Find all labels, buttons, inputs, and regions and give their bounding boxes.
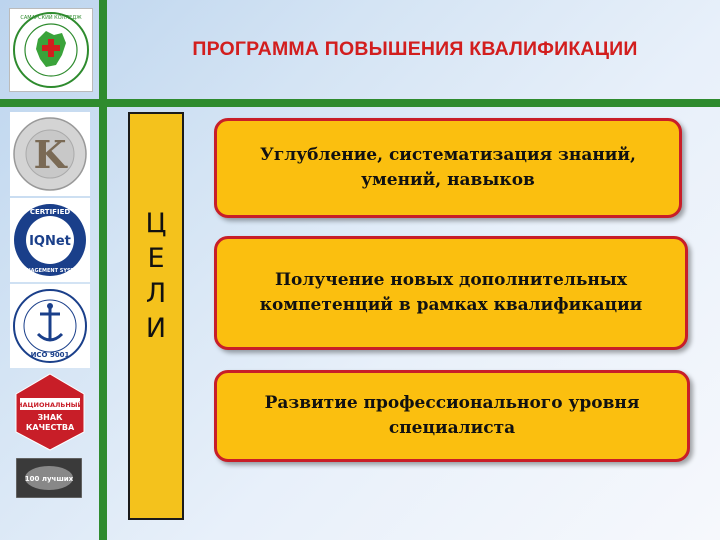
- svg-text:CERTIFIED: CERTIFIED: [29, 208, 71, 216]
- goal-text: Получение новых дополнительных компетенций в рамках квалификации: [259, 269, 643, 315]
- goals-letter: И: [145, 313, 167, 344]
- best-100-logo: [16, 458, 82, 498]
- goal-box: [214, 370, 690, 462]
- svg-text:MANAGEMENT SYSTEM: MANAGEMENT SYSTEM: [17, 268, 83, 274]
- svg-text:НАЦИОНАЛЬНЫЙ: НАЦИОНАЛЬНЫЙ: [17, 401, 83, 409]
- svg-text:100 лучших: 100 лучших: [24, 475, 74, 483]
- iso-9001-logo: [10, 284, 90, 368]
- green-vertical-divider: [99, 0, 107, 540]
- svg-text:K: K: [33, 132, 67, 177]
- college-logo: [9, 8, 93, 92]
- goal-box: [214, 236, 688, 350]
- college-seal-icon: [10, 9, 92, 91]
- goals-letter: Л: [145, 278, 167, 309]
- svg-text:IQNet: IQNet: [29, 234, 71, 249]
- svg-text:КАЧЕСТВА: КАЧЕСТВА: [25, 423, 75, 432]
- goals-letter: Е: [147, 243, 165, 274]
- national-quality-mark-logo: [14, 372, 86, 452]
- goal-text: Углубление, систематизация знаний, умений, навыков: [260, 144, 636, 190]
- iqnet-certified-logo: [10, 198, 90, 282]
- goals-label-column: [128, 112, 184, 520]
- goals-letter: Ц: [145, 208, 167, 239]
- page-title: ПРОГРАММА ПОВЫШЕНИЯ КВАЛИФИКАЦИИ: [192, 38, 638, 60]
- svg-text:ЗНАК: ЗНАК: [37, 413, 63, 422]
- green-horizontal-divider: [0, 99, 720, 107]
- goal-box: [214, 118, 682, 218]
- svg-text:САМАРСКИЙ КОЛЛЕДЖ: САМАРСКИЙ КОЛЛЕДЖ: [20, 15, 82, 21]
- goal-text: Развитие профессионального уровня специалиста: [264, 392, 640, 438]
- svg-text:ИСО 9001: ИСО 9001: [30, 351, 70, 359]
- quality-k-logo: [10, 112, 90, 196]
